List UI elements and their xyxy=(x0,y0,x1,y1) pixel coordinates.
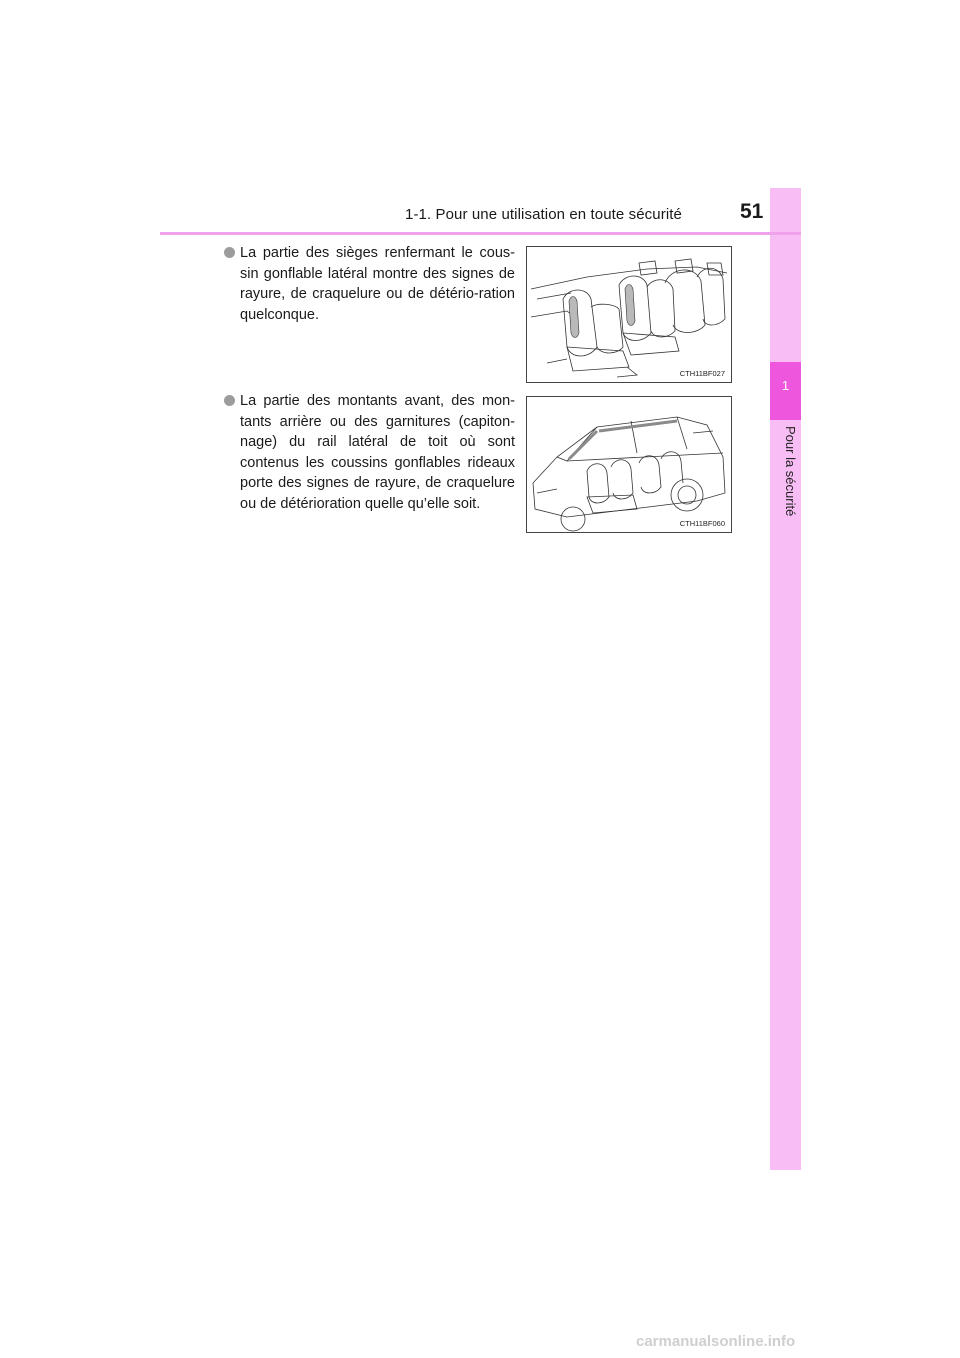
bullet-item xyxy=(222,391,515,515)
section-title: 1-1. Pour une utilisation en toute sécurité xyxy=(405,206,682,223)
bullet-dot-icon xyxy=(224,395,235,406)
bullet-dot-icon xyxy=(224,247,235,258)
vehicle-cutaway-illustration xyxy=(527,397,732,533)
bullet-text: La partie des sièges renfermant le cous-sin gonflable latéral montre des signes de rayure, de craquelure ou de détério-ration quelconque. xyxy=(240,245,515,323)
curtain-airbag-figure xyxy=(526,396,732,533)
seat-interior-illustration xyxy=(527,247,732,383)
watermark: carmanualsonline.info xyxy=(636,1333,796,1350)
page-number: 51 xyxy=(740,200,764,223)
seat-airbag-figure xyxy=(526,246,732,383)
header-rule xyxy=(160,232,801,235)
chapter-number: 1 xyxy=(781,378,790,393)
figure-code: CTH11BF060 xyxy=(679,519,725,528)
bullet-item xyxy=(222,243,515,325)
figure-code: CTH11BF027 xyxy=(679,369,725,378)
chapter-side-tab xyxy=(770,188,801,1170)
bullet-text: La partie des montants avant, des mon-tants arrière ou des garnitures (capiton-nage) du rail latéral de toit où sont contenus les coussins gonflables rideaux porte des signes de rayure, de craquelure ou de détérioration quelle qu’elle soit. xyxy=(240,393,515,512)
chapter-label: Pour la sécurité xyxy=(783,426,798,517)
